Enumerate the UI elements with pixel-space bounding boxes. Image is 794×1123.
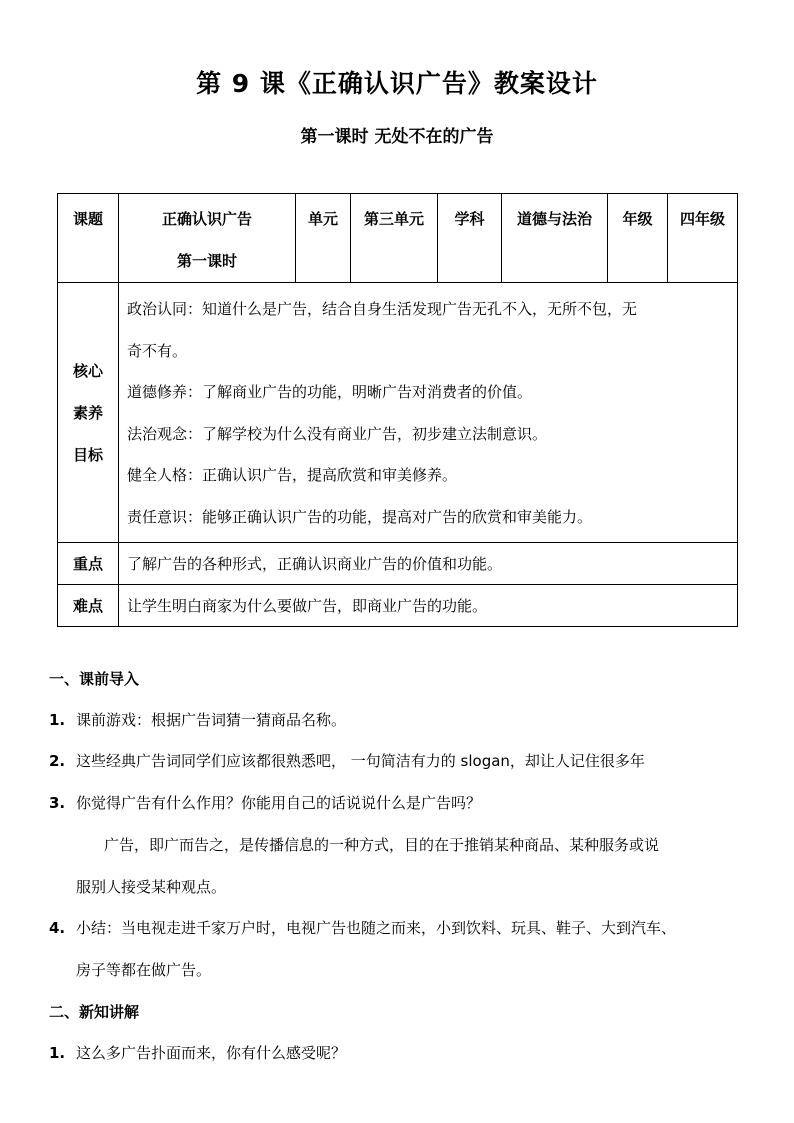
- goal-line: 健全人格：正确认识广告，提高欣赏和审美修养。: [127, 466, 458, 484]
- list-item-text: 这些经典广告词同学们应该都很熟悉吧， 一句简洁有力的 slogan，却让人记住很多年: [76, 752, 645, 770]
- goals-label-line: 核心: [72, 361, 103, 380]
- goals-label-line: 素养: [72, 403, 103, 422]
- page-title: 第 9 课《正确认识广告》教案设计: [196, 69, 598, 98]
- header-row: [58, 194, 738, 283]
- lesson-info-table: [57, 193, 738, 627]
- goals-label: [58, 283, 119, 543]
- list-item-number: 1.: [49, 1044, 66, 1062]
- summary-continuation: 房子等都在做广告。: [76, 961, 212, 979]
- subject-value: 道德与法治: [502, 194, 608, 283]
- list-item-number: 1.: [49, 711, 66, 729]
- list-item-number: 4.: [49, 919, 66, 937]
- topic-line-1: 正确认识广告: [161, 210, 252, 228]
- key-point-row: [58, 543, 738, 585]
- goal-line: 责任意识：能够正确认识广告的功能，提高对广告的欣赏和审美能力。: [127, 507, 593, 526]
- list-item-text: 这么多广告扑面而来，你有什么感受呢？: [76, 1044, 347, 1062]
- difficulty-text: 让学生明白商家为什么要做广告，即商业广告的功能。: [119, 585, 738, 627]
- list-item-text: 你觉得广告有什么作用？你能用自己的话说说什么是广告吗？: [76, 794, 482, 812]
- difficulty-label: 难点: [58, 585, 119, 627]
- goal-line: 道德修养：了解商业广告的功能，明晰广告对消费者的价值。: [127, 383, 533, 401]
- goal-line: 奇不有。: [127, 341, 188, 360]
- list-item: [49, 917, 676, 938]
- list-item-text: 小结：当电视走进千家万户时，电视广告也随之而来，小到饮料、玩具、鞋子、大到汽车、: [76, 919, 677, 937]
- topic-value: [119, 194, 296, 283]
- goals-row: [58, 283, 738, 543]
- definition-paragraph-line-2: 服别人接受某种观点。: [76, 878, 227, 896]
- list-item-number: 2.: [49, 752, 66, 770]
- grade-label: 年级: [608, 194, 668, 283]
- list-item: [49, 1042, 346, 1063]
- unit-label: 单元: [296, 194, 351, 283]
- list-item: [49, 709, 346, 730]
- definition-paragraph-line-1: 广告，即广而告之，是传播信息的一种方式，目的在于推销某种商品、某种服务或说: [104, 836, 660, 854]
- subject-label: 学科: [438, 194, 502, 283]
- key-point-text: 了解广告的各种形式，正确认识商业广告的价值和功能。: [119, 543, 738, 585]
- list-item: [49, 750, 645, 771]
- list-item: [49, 792, 481, 813]
- page-subtitle: 第一课时 无处不在的广告: [300, 127, 494, 147]
- goal-line: 法治观念：了解学校为什么没有商业广告，初步建立法制意识。: [127, 424, 548, 443]
- unit-value: 第三单元: [351, 194, 438, 283]
- key-point-label: 重点: [58, 543, 119, 585]
- topic-label: 课题: [58, 194, 119, 283]
- goals-label-line: 目标: [72, 445, 103, 464]
- difficulty-row: [58, 585, 738, 627]
- list-item-number: 3.: [49, 794, 66, 812]
- list-item-text: 课前游戏：根据广告词猜一猜商品名称。: [76, 711, 347, 729]
- section-heading-intro: 一、课前导入: [49, 670, 140, 688]
- goal-line: 政治认同：知道什么是广告，结合自身生活发现广告无孔不入，无所不包，无: [127, 300, 638, 318]
- topic-line-2: 第一课时: [176, 252, 237, 270]
- grade-value: 四年级: [668, 194, 738, 283]
- goals-content: [119, 283, 738, 543]
- section-heading-new-knowledge: 二、新知讲解: [49, 1003, 140, 1021]
